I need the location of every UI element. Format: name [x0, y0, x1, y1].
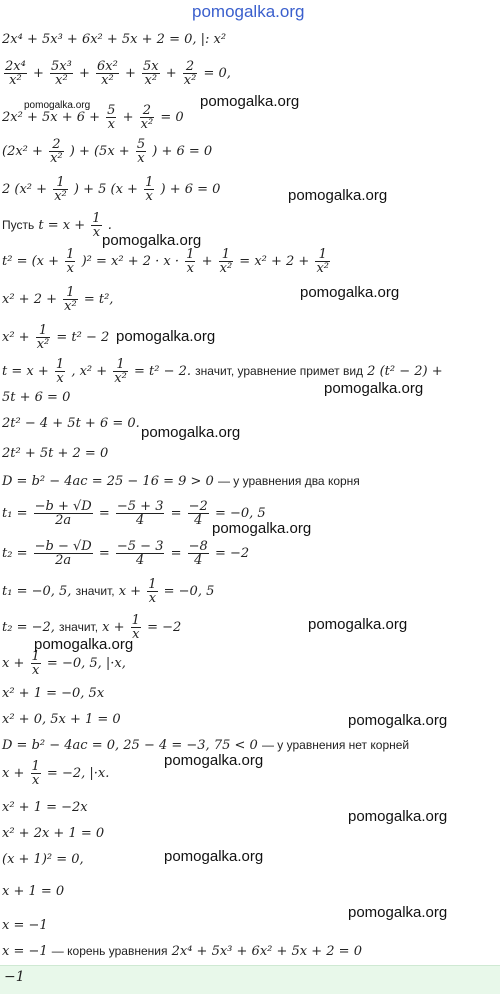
equation-line-1: 2x⁴ + 5x³ + 6x² + 5x + 2 = 0, |: x² [2, 32, 227, 47]
conclusion-line: x = −1 — корень уравнения 2x⁴ + 5x³ + 6x² + 5x + 2 = 0 [2, 944, 362, 959]
equation-line-13: 2t² + 5t + 2 = 0 [2, 446, 109, 461]
watermark-text: pomogalka.org [348, 712, 448, 729]
equation-line-10: t = x + $\frac{1}{x}$ , x² + $\frac{1}{\text{x²}}$ = t² − 2. значит, уравнение примет вид 2 (t² − 2) + [2, 357, 443, 386]
case-t2-line: t₂ = −2, значит, x + $\frac{1}{x}$ = −2 [2, 613, 182, 642]
watermark-text: pomogalka.org [212, 520, 312, 537]
equation-line-27: x + 1 = 0 [2, 884, 65, 899]
watermark-text: pomogalka.org [288, 187, 388, 204]
watermark-text: pomogalka.org [308, 616, 408, 633]
watermark-text: pomogalka.org [200, 93, 300, 110]
discriminant-line-2: D = b² − 4ac = 0, 25 − 4 = −3, 75 < 0 — у уравнения нет корней [2, 738, 410, 753]
answer-value: −1 [4, 969, 25, 985]
watermark-text: pomogalka.org [141, 424, 241, 441]
watermark-text: pomogalka.org [348, 808, 448, 825]
root-t2-line: t₂ = $\frac{-b - √D}{2a}$ = $\frac{-5 - 3}{4}$ = $\frac{-8}{4}$ = −2 [2, 539, 250, 568]
equation-line-20: x² + 1 = −0, 5x [2, 686, 105, 701]
watermark-text: pomogalka.org [102, 232, 202, 249]
equation-line-23: x + $\frac{1}{x}$ = −2, |·x. [2, 759, 110, 788]
equation-line-28: x = −1 [2, 918, 48, 933]
site-watermark-top: pomogalka.org [192, 2, 305, 21]
watermark-text: pomogalka.org [116, 328, 216, 345]
equation-line-9: x² + $\frac{1}{\text{x²}}$ = t² − 2 [2, 323, 110, 352]
watermark-text: pomogalka.org [34, 636, 134, 653]
watermark-text: pomogalka.org [348, 904, 448, 921]
equation-line-5: 2 (x² + $\frac{1}{\text{x²}}$ ) + 5 (x + $\frac{1}{x}$ ) + 6 = 0 [2, 175, 221, 204]
equation-line-19: x + $\frac{1}{x}$ = −0, 5, |·x, [2, 649, 126, 678]
equation-line-7: t² = (x + $\frac{1}{x}$ )² = x² + 2 · x · $\frac{1}{x}$ + $\frac{1}{\text{x²}}$ = x² + 2 + $\frac{1}{\text{x²}}$ [2, 247, 330, 276]
watermark-text: pomogalka.org [300, 284, 400, 301]
watermark-text: pomogalka.org [324, 380, 424, 397]
root-t1-line: t₁ = $\frac{-b + √D}{2a}$ = $\frac{-5 + 3}{4}$ = $\frac{-2}{4}$ = −0, 5 [2, 499, 266, 528]
equation-line-8: x² + 2 + $\frac{1}{\text{x²}}$ = t², [2, 285, 114, 314]
equation-line-2: $\frac{\text{2x⁴}}{\text{x²}}$ + $\frac{\text{5x³}}{\text{x²}}$ + $\frac{\text{6x²}}{\text{x²}}$ + $\frac{5x}{\text{x²}}$ + $\frac{2}{\text{x²}}$ = 0, [5, 59, 231, 88]
equation-line-4: (2x² + $\frac{2}{\text{x²}}$ ) + (5x + $\frac{5}{x}$ ) + 6 = 0 [2, 137, 213, 166]
watermark-text: pomogalka.org [164, 752, 264, 769]
equation-line-26: (x + 1)² = 0, [2, 852, 84, 867]
equation-line-25: x² + 2x + 1 = 0 [2, 826, 105, 841]
equation-line-12: 2t² − 4 + 5t + 6 = 0. [2, 416, 140, 431]
answer-bar [0, 965, 500, 994]
equation-line-21: x² + 0, 5x + 1 = 0 [2, 712, 121, 727]
equation-line-24: x² + 1 = −2x [2, 800, 88, 815]
substitution-line: Пусть t = x + $\frac{1}{x}$ . [2, 211, 112, 240]
watermark-text: pomogalka.org [24, 100, 91, 111]
equation-line-3: 2x² + 5x + 6 + $\frac{5}{x}$ + $\frac{2}{\text{x²}}$ = 0 [2, 103, 184, 132]
watermark-text: pomogalka.org [164, 848, 264, 865]
equation-line-11: 5t + 6 = 0 [2, 390, 71, 405]
discriminant-line-1: D = b² − 4ac = 25 − 16 = 9 > 0 — у уравнения два корня [2, 474, 360, 489]
case-t1-line: t₁ = −0, 5, значит, x + $\frac{1}{x}$ = −0, 5 [2, 577, 215, 606]
